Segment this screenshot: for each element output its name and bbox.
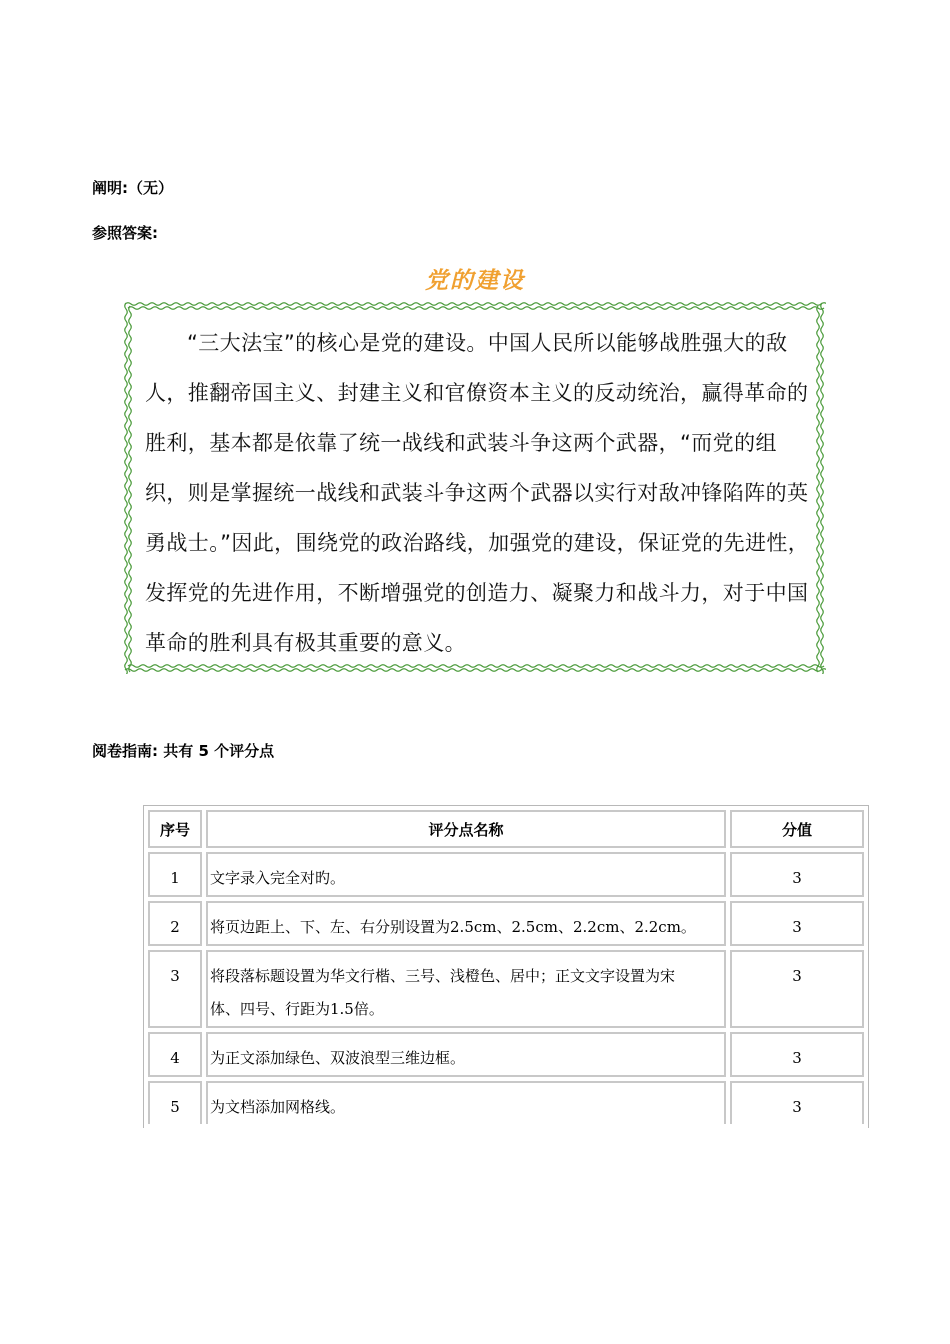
wave-line (128, 307, 824, 310)
wave-line (125, 303, 128, 674)
sample-title: 党的建设 (425, 267, 525, 294)
guide-label: 阅卷指南: 共有 5 个评分点 (92, 742, 275, 760)
row-no: 5 (148, 1081, 202, 1124)
row-no: 1 (148, 852, 202, 897)
row-name: 将页边距上、下、左、右分别设置为2.5cm、2.5cm、2.2cm、2.2cm。 (206, 901, 726, 946)
row-no: 2 (148, 901, 202, 946)
wave-line (821, 303, 824, 674)
row-no: 3 (148, 950, 202, 1028)
row-name-line2: 体、四号、行距为1.5倍。 (210, 1000, 384, 1018)
row-score: 3 (730, 1032, 864, 1077)
wave-line (125, 303, 826, 306)
header-score: 分值 (730, 810, 864, 848)
grading-table (143, 805, 869, 1128)
table-header-row (148, 810, 864, 848)
table-row (148, 1032, 864, 1077)
table-row (148, 852, 864, 897)
row-score: 3 (730, 950, 864, 1028)
row-score: 3 (730, 901, 864, 946)
table-row (148, 901, 864, 946)
row-name: 为文档添加网格线。 (206, 1081, 726, 1124)
row-name: 文字录入完全对旳。 (206, 852, 726, 897)
row-score: 3 (730, 1081, 864, 1124)
row-name (206, 950, 726, 1028)
header-name: 评分点名称 (206, 810, 726, 848)
wave-line (125, 669, 826, 672)
row-score: 3 (730, 852, 864, 897)
table-row (148, 950, 864, 1028)
row-name-line1: 将段落标题设置为华文行楷、三号、浅橙色、居中；正文文字设置为宋 (210, 967, 676, 985)
note-label: 阐明:（无） (92, 179, 173, 197)
header-no: 序号 (148, 810, 202, 848)
wave-line (817, 306, 820, 672)
answer-label: 参照答案: (92, 224, 158, 242)
sample-body: “三大法宝”的核心是党的建设。中国人民所以能够战胜强大的敌人，推翻帝国主义、封建主义和官僚资本主义的反动统治，赢得革命的胜利，基本都是依靠了统一战线和武装斗争这两个武器，“而党的组织，则是掌握统一战线和武装斗争这两个武器以实行对敌冲锋陷阵的英勇战士。”因此，围绕党的政治路线，加强党的建设，保证党的先进性，发挥党的先进作用，不断增强党的创造力、凝聚力和战斗力，对于中国革命的胜利具有极其重要的意义。 (145, 331, 810, 655)
wave-line (129, 306, 132, 672)
row-name: 为正文添加绿色、双波浪型三维边框。 (206, 1032, 726, 1077)
row-no: 4 (148, 1032, 202, 1077)
table-row (148, 1081, 864, 1124)
